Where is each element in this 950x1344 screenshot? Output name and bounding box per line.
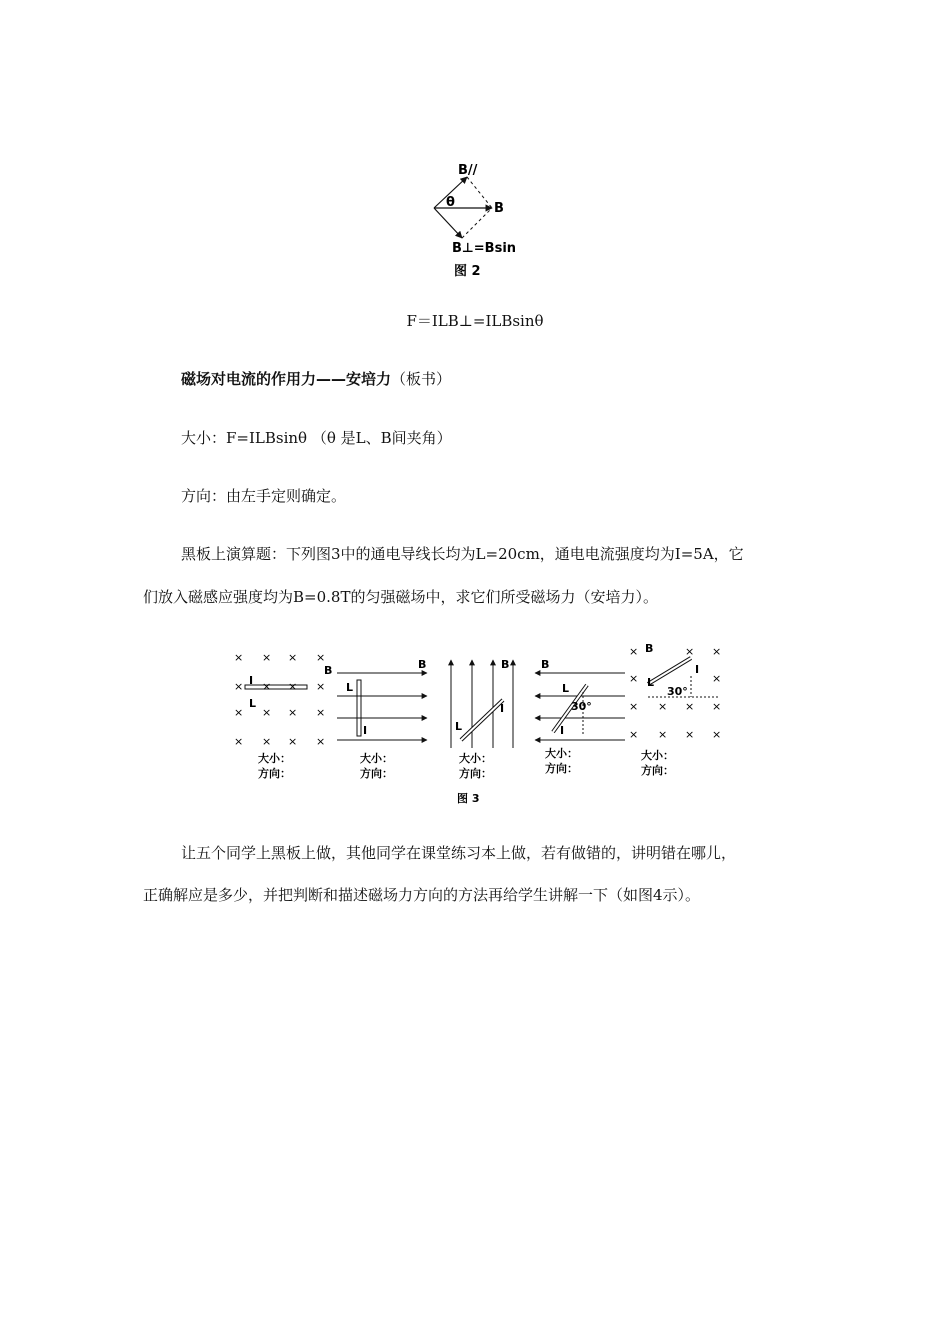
dashed-line-bottom xyxy=(462,208,492,238)
panel-3-direction-label: 方向： xyxy=(459,767,492,780)
panel-5-cross-mark: × xyxy=(712,645,722,658)
panel-5-magnitude-label: 大小： xyxy=(641,749,674,762)
panel-1-cross-mark: × xyxy=(234,651,244,664)
panel-1-cross-mark: × xyxy=(316,735,326,748)
panel-5-cross-mark: × xyxy=(629,672,639,685)
b-perp-label: B⊥=Bsin xyxy=(452,241,517,256)
figure-2-vector-diagram xyxy=(420,160,530,285)
direction-line: 方向：由左手定则确定。 xyxy=(181,487,347,505)
figure-2-caption: 图 2 xyxy=(454,264,481,279)
panel-1-cross-mark: × xyxy=(262,735,272,748)
panel-5-cross-mark: × xyxy=(658,700,668,713)
force-formula: F＝ILB⊥=ILBsinθ xyxy=(406,312,544,330)
panel-1-cross-mark: × xyxy=(316,680,326,693)
panel-2-wire xyxy=(357,680,361,736)
panel-1-cross-mark: × xyxy=(234,680,244,693)
closing-line-1: 让五个同学上黑板上做，其他同学在课堂练习本上做，若有做错的，讲明错在哪儿， xyxy=(181,844,737,862)
panel-2-l-label: L xyxy=(346,681,354,694)
panel-5-cross-mark: × xyxy=(685,645,695,658)
panel-4-i-label: I xyxy=(560,724,565,737)
panel-4-l-label: L xyxy=(562,682,570,695)
panel-1-cross-mark: × xyxy=(316,651,326,664)
panel-1-i-label: I xyxy=(249,674,254,687)
panel-1-direction-label: 方向： xyxy=(258,767,291,780)
magnitude-line: 大小：F=ILBsinθ （θ 是L、B间夹角） xyxy=(181,429,452,447)
dashed-line-top xyxy=(467,177,492,208)
panel-5-wire-inner xyxy=(648,658,691,684)
panel-2-b-label: B xyxy=(418,658,427,671)
panel-5-cross-mark: × xyxy=(629,728,639,741)
panel-5-cross-mark: × xyxy=(712,672,722,685)
figure-3-caption: 图 3 xyxy=(457,792,480,805)
section-heading xyxy=(181,368,451,389)
b-perp-vector xyxy=(434,208,462,238)
panel-1-cross-mark: × xyxy=(288,680,298,693)
panel-5-cross-mark: × xyxy=(629,645,639,658)
panel-1-magnitude-label: 大小： xyxy=(258,752,291,765)
panel-5-cross-mark: × xyxy=(658,728,668,741)
panel-1-cross-mark: × xyxy=(262,651,272,664)
panel-1-wire xyxy=(245,685,307,689)
heading-bold-text: 磁场对电流的作用力——安培力 xyxy=(181,370,392,388)
panel-4-b-label: B xyxy=(541,658,550,671)
panel-3-l-label: L xyxy=(455,720,463,733)
panel-5-angle-label: 30° xyxy=(667,685,688,698)
panel-1-cross-mark: × xyxy=(234,706,244,719)
panel-1-b-label: B xyxy=(324,664,333,677)
panel-3-wire-inner xyxy=(461,700,503,740)
panel-5-cross-mark: × xyxy=(712,700,722,713)
panel-4-magnitude-label: 大小： xyxy=(545,747,578,760)
panel-5-cross-mark: × xyxy=(685,700,695,713)
panel-3-magnitude-label: 大小： xyxy=(459,752,492,765)
panel-1-cross-mark: × xyxy=(288,651,298,664)
panel-1-cross-mark: × xyxy=(262,680,272,693)
panel-5-cross-mark: × xyxy=(629,700,639,713)
panel-1-cross-mark: × xyxy=(234,735,244,748)
panel-1-cross-mark: × xyxy=(316,706,326,719)
panel-2-direction-label: 方向： xyxy=(360,767,393,780)
panel-4-angle-label: 30° xyxy=(571,700,592,713)
panel-1-l-label: L xyxy=(249,697,257,710)
panel-5-cross-mark: × xyxy=(712,728,722,741)
closing-line-2: 正确解应是多少，并把判断和描述磁场力方向的方法再给学生讲解一下（如图4示）。 xyxy=(143,886,701,904)
panel-5-b-label: B xyxy=(645,642,654,655)
b-parallel-label: B// xyxy=(458,163,478,178)
problem-line-1: 黑板上演算题：下列图3中的通电导线长均为L=20cm，通电电流强度均为I=5A，它 xyxy=(181,545,744,563)
heading-note: （板书） xyxy=(391,370,452,388)
panel-4-direction-label: 方向： xyxy=(545,762,578,775)
panel-5-direction-label: 方向： xyxy=(641,764,674,777)
theta-label: θ xyxy=(446,195,455,210)
panel-5-i-label: I xyxy=(695,663,700,676)
panel-3-i-label: I xyxy=(500,702,505,715)
panel-5-cross-mark: × xyxy=(685,728,695,741)
panel-1-cross-mark: × xyxy=(262,706,272,719)
panel-5-l-label: L xyxy=(647,676,655,689)
panel-1-cross-mark: × xyxy=(288,735,298,748)
b-label: B xyxy=(494,201,504,216)
panel-2-i-label: I xyxy=(363,724,368,737)
problem-line-2: 们放入磁感应强度均为B=0.8T的匀强磁场中，求它们所受磁场力（安培力）。 xyxy=(143,588,658,606)
panel-2-magnitude-label: 大小： xyxy=(360,752,393,765)
figure-3-diagrams xyxy=(225,640,735,810)
panel-3-b-label: B xyxy=(501,658,510,671)
panel-1-cross-mark: × xyxy=(288,706,298,719)
